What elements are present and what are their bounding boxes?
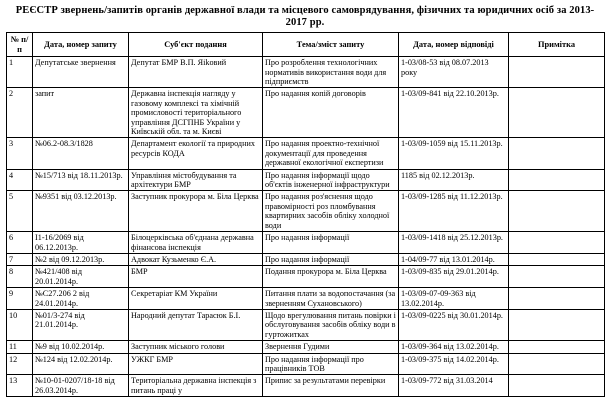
cell-note xyxy=(509,353,605,375)
cell-topic xyxy=(263,169,399,191)
cell-date-request-text: №10-01-0207/18-18 від 26.03.2014р. xyxy=(35,376,115,395)
cell-num xyxy=(7,253,33,265)
cell-subject xyxy=(129,341,263,353)
cell-subject-text: Секретаріат КМ України xyxy=(131,289,218,299)
cell-date-request-text: №9351 від 03.12.2013р. xyxy=(35,192,117,202)
cell-date-request xyxy=(33,375,129,397)
table-row xyxy=(7,341,605,353)
registry-table xyxy=(6,32,605,397)
cell-subject-text: Депутат БМР В.П. Яikовий xyxy=(131,58,227,68)
cell-topic xyxy=(263,253,399,265)
table-row xyxy=(7,88,605,138)
cell-topic-text: Про розроблення технологічних нормативів використання води для підприємств xyxy=(265,58,387,86)
cell-topic xyxy=(263,138,399,169)
cell-date-answer xyxy=(399,353,509,375)
cell-num-text: 2 xyxy=(9,89,14,99)
cell-note xyxy=(509,169,605,191)
cell-topic xyxy=(263,266,399,288)
cell-date-answer-text: 1-03/09-364 від 13.02.2014р. xyxy=(401,342,499,352)
cell-num-text: 10 xyxy=(9,310,18,320)
cell-subject xyxy=(129,57,263,88)
cell-subject-text: Народний депутат Тарасюк Б.І. xyxy=(131,310,241,320)
cell-date-answer-text: 1-03/09-07-09-363 від 13.02.2014р. xyxy=(401,289,476,308)
cell-topic-text: Звернення Гудими xyxy=(265,342,330,352)
cell-date-answer-text: 1-03/09-1059 від 15.11.2013р. xyxy=(401,139,503,149)
cell-subject-text: Департамент екології та природних ресурсів КОДА xyxy=(131,139,255,158)
cell-num-text: 12 xyxy=(9,354,18,364)
cell-num xyxy=(7,266,33,288)
cell-date-request-text: №С27.206 2 від 24.01.2014р. xyxy=(35,289,90,308)
cell-date-request-text: №421/408 від 20.01.2014р. xyxy=(35,267,83,286)
cell-topic xyxy=(263,288,399,310)
cell-num xyxy=(7,57,33,88)
cell-date-answer-text: 1-03/09-841 від 22.10.2013р. xyxy=(401,89,499,99)
cell-topic xyxy=(263,191,399,232)
cell-date-request-text: №15/713 від 18.11.2013р. xyxy=(35,170,123,180)
cell-date-request xyxy=(33,191,129,232)
cell-date-answer-text: 1-03/09-772 від 31.03.2014 xyxy=(401,376,493,386)
cell-date-answer-text: 1185 від 02.12.2013р. xyxy=(401,170,475,180)
cell-subject-text: Білоцерківська об'єднана державна фінансова інспекція xyxy=(131,233,254,252)
cell-topic-text: Питання плати за водопостачання (за зверненням Сухановського) xyxy=(265,289,396,308)
cell-topic-text: Щодо врегулювання питань повірки і обслуговування засобів обліку води в гуртожитках xyxy=(265,310,396,339)
table-row xyxy=(7,232,605,254)
cell-num xyxy=(7,88,33,138)
cell-date-answer xyxy=(399,375,509,397)
cell-date-answer xyxy=(399,138,509,169)
cell-date-request-text: І1-16/2069 від 06.12.2013р. xyxy=(35,233,84,252)
cell-note xyxy=(509,266,605,288)
table-row xyxy=(7,288,605,310)
cell-date-request xyxy=(33,253,129,265)
cell-date-request-text: Депутатське звернення xyxy=(35,58,116,68)
cell-date-answer-text: 1-03/09-375 від 14.02.2014р. xyxy=(401,354,499,364)
page-title: РЕЄСТР звернень/запитів органів державної влади та місцевого самоврядування, фізичних та юридичних осіб за 2013-2017 рр. xyxy=(15,5,595,28)
cell-num-text: 3 xyxy=(9,139,14,149)
cell-date-request-text: №01/3-274 від 21.01.2014р. xyxy=(35,310,85,330)
column-header-subject: Суб'єкт подання xyxy=(129,33,263,57)
cell-subject xyxy=(129,288,263,310)
cell-date-request xyxy=(33,353,129,375)
table-header xyxy=(7,33,605,57)
cell-topic xyxy=(263,57,399,88)
table-row xyxy=(7,138,605,169)
cell-subject-text: Заступник прокурора м. Біла Церква xyxy=(131,192,259,202)
table-row xyxy=(7,253,605,265)
cell-date-answer xyxy=(399,169,509,191)
cell-date-answer xyxy=(399,57,509,88)
cell-topic xyxy=(263,88,399,138)
cell-num xyxy=(7,375,33,397)
cell-topic-text: Про надання проектно-технічної документації для проведення державної екологічної експертизи xyxy=(265,139,384,168)
cell-subject xyxy=(129,353,263,375)
cell-subject xyxy=(129,266,263,288)
cell-topic xyxy=(263,232,399,254)
table-row xyxy=(7,309,605,340)
cell-num xyxy=(7,232,33,254)
cell-note xyxy=(509,88,605,138)
cell-date-answer xyxy=(399,341,509,353)
cell-date-answer xyxy=(399,88,509,138)
cell-date-request-text: №124 від 12.02.2014р. xyxy=(35,354,113,364)
cell-date-request xyxy=(33,138,129,169)
table-body xyxy=(7,57,605,397)
cell-topic-text: Про надання інформації xyxy=(265,233,350,243)
cell-subject-text: Управління містобудування та архітектури БМР xyxy=(131,170,237,190)
cell-note xyxy=(509,57,605,88)
table-row xyxy=(7,375,605,397)
cell-date-request-text: №06.2-08.3/1828 xyxy=(35,139,93,149)
cell-date-request xyxy=(33,266,129,288)
cell-num-text: 6 xyxy=(9,233,14,243)
cell-date-answer xyxy=(399,288,509,310)
cell-date-answer xyxy=(399,309,509,340)
cell-topic-text: Про надання інформації про працівників ТОВ xyxy=(265,354,364,373)
cell-date-request xyxy=(33,88,129,138)
cell-date-answer xyxy=(399,253,509,265)
cell-topic xyxy=(263,341,399,353)
table-row xyxy=(7,266,605,288)
cell-num-text: 5 xyxy=(9,192,14,202)
table-row xyxy=(7,353,605,375)
cell-subject xyxy=(129,253,263,265)
cell-num-text: 1 xyxy=(9,58,14,68)
cell-subject-text: УЖКГ БМР xyxy=(131,354,173,364)
cell-subject-text: Територіальна державна інспекція з питань праці у xyxy=(131,376,257,395)
cell-num-text: 11 xyxy=(9,342,17,352)
cell-note xyxy=(509,288,605,310)
cell-date-answer-text: 1-03/09-0225 від 30.01.2014р. xyxy=(401,310,503,320)
table-row xyxy=(7,57,605,88)
cell-date-answer-text: 1-03/09-835 від 29.01.2014р. xyxy=(401,267,499,277)
cell-subject xyxy=(129,232,263,254)
cell-topic xyxy=(263,353,399,375)
cell-date-request xyxy=(33,288,129,310)
cell-num-text: 9 xyxy=(9,289,14,299)
cell-date-answer-text: 1-03/09-1285 від 11.12.2013р. xyxy=(401,192,503,202)
cell-topic-text: Про надання копій договорів xyxy=(265,89,366,99)
cell-note xyxy=(509,232,605,254)
cell-subject xyxy=(129,191,263,232)
cell-date-request xyxy=(33,309,129,340)
cell-note xyxy=(509,191,605,232)
cell-topic xyxy=(263,309,399,340)
cell-note xyxy=(509,309,605,340)
cell-num-text: 8 xyxy=(9,267,14,277)
cell-date-answer xyxy=(399,232,509,254)
cell-topic-text: Про надання інформації щодо об'єктів інженерної інфраструктури xyxy=(265,170,390,190)
cell-subject xyxy=(129,375,263,397)
cell-note xyxy=(509,375,605,397)
cell-date-answer-text: 1-03/08-53 від 08.07.2013 року xyxy=(401,58,489,77)
cell-date-answer-text: 1-03/09-1418 від 25.12.2013р. xyxy=(401,233,503,243)
cell-num-text: 4 xyxy=(9,170,14,180)
cell-date-request xyxy=(33,341,129,353)
cell-date-request-text: запит xyxy=(35,89,55,99)
cell-subject xyxy=(129,88,263,138)
cell-note xyxy=(509,138,605,169)
cell-topic-text: Про надання роз'яснення щодо правомірності роз пломбування квартирних засобів обліку холодної води xyxy=(265,192,390,230)
cell-date-answer xyxy=(399,191,509,232)
cell-topic-text: Припис за результатами перевірки xyxy=(265,376,386,386)
cell-num xyxy=(7,191,33,232)
cell-note xyxy=(509,253,605,265)
table-row xyxy=(7,169,605,191)
cell-date-request-text: №9 від 10.02.2014р. xyxy=(35,342,105,352)
column-header-note: Примітка xyxy=(509,33,605,57)
cell-num-text: 7 xyxy=(9,254,14,264)
cell-num xyxy=(7,169,33,191)
cell-subject xyxy=(129,309,263,340)
table-header-row xyxy=(7,33,605,57)
cell-topic xyxy=(263,375,399,397)
cell-subject xyxy=(129,169,263,191)
cell-date-request-text: №2 від 09.12.2013р. xyxy=(35,254,105,264)
cell-subject-text: Заступник міського голови xyxy=(131,342,225,352)
cell-date-answer xyxy=(399,266,509,288)
table-row xyxy=(7,191,605,232)
cell-topic-text: Про надання інформації xyxy=(265,254,350,264)
cell-num xyxy=(7,288,33,310)
cell-num xyxy=(7,353,33,375)
cell-date-request xyxy=(33,57,129,88)
cell-date-answer-text: 1-04/09-77 від 13.01.2014р. xyxy=(401,254,495,264)
column-header-date-answer: Дата, номер відповіді xyxy=(399,33,509,57)
cell-num xyxy=(7,309,33,340)
cell-num-text: 13 xyxy=(9,376,18,386)
column-header-num: № п/п xyxy=(7,33,33,57)
cell-subject xyxy=(129,138,263,169)
cell-date-request xyxy=(33,232,129,254)
cell-topic-text: Подання прокурора м. Біла Церква xyxy=(265,267,387,277)
cell-note xyxy=(509,341,605,353)
column-header-topic: Тема/зміст запиту xyxy=(263,33,399,57)
column-header-date-request: Дата, номер запиту xyxy=(33,33,129,57)
cell-date-request xyxy=(33,169,129,191)
cell-num xyxy=(7,138,33,169)
cell-subject-text: БМР xyxy=(131,267,148,277)
cell-subject-text: Державна інспекція нагляду у газовому комплексі та хімічній промисловості територіального управління ДСГПНБ України у Київській обл. та м. Києві xyxy=(131,89,242,137)
cell-subject-text: Адвокат Кузьменко Є.А. xyxy=(131,254,217,264)
cell-num xyxy=(7,341,33,353)
